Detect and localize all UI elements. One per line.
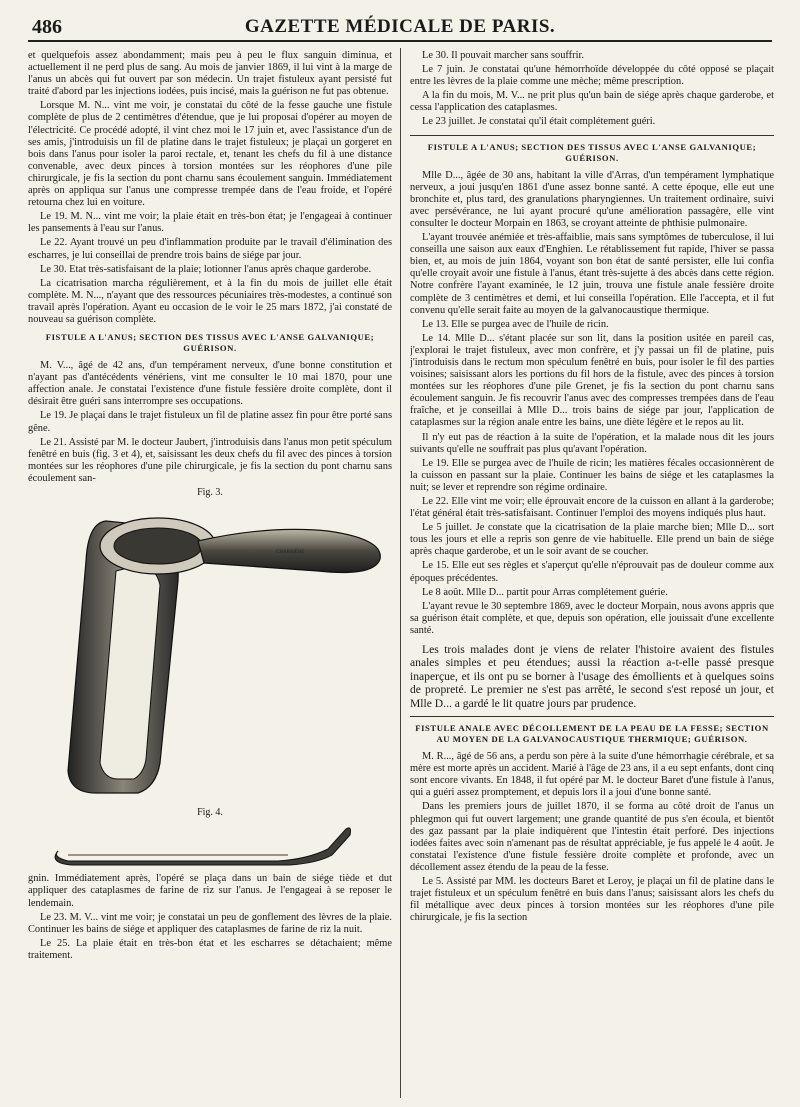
journal-title: GAZETTE MÉDICALE DE PARIS. [244,16,556,37]
paragraph: Le 8 août. Mlle D... partit pour Arras complétement guérie. [422,586,668,598]
speculum-side-illustration [28,821,392,867]
paragraph: Le 5. Assisté par MM. les docteurs Baret et Leroy, je plaçai un fil de platine dans le trajet fistuleux et un spéculum fenêtré en buis dans l'anus; saisissant alors les chefs du fil métallique avec deux pinces à torsion montées sur les réophores d'une pile chirurgicale, je fis la section [410,876,774,924]
figure-3-speculum [28,501,392,805]
paragraph: Le 23. M. V... vint me voir; je constatai un peu de gonflement des lèvres de la plaie. Continuer les bains de siége et appliquer des cataplasmes de farine de riz la nuit. [28,911,392,935]
paragraph: M. R..., âgé de 56 ans, a perdu son père à la suite d'une hémorrhagie cérébrale, et sa mère est morte après un accident. Marié à l'âge de 23 ans, il a eu sept enfants, dont cinq sont encore vivants. En 1848, il fut opéré par M. le docteur Baret d'une fistule à l'anus, qui a guéri assez promptement, et depuis lors il a joui d'une bonne santé. [410,751,774,799]
speculum-illustration [28,501,392,801]
paragraph: Le 25. La plaie était en très-bon état et les escharres se détachaient; même traitement. [28,937,392,961]
paragraph: Lorsque M. N... vint me voir, je constatai du côté de la fesse gauche une fistule complète de plus de 2 centimètres d'étendue, que je lui proposai d'opérer au moyen de l'électricité. Ce procédé adopté, il vint chez moi le 17 juin et, avec l'assistance d'un de ses amis, j'introduisis un fil de platine dans le trajet fistuleux; je plaçai un gorgeret en bois dans l'anus pour isoler la paroi rectale, et, tenant les chefs du fil à une distance convenable, avec deux pinces à torsion montées sur les réophores d'une pile chirurgicale, je fis la section du pont charnu sans écoulement sanguin. Immédiatement après on appliqua sur l'anus une compresse trempée dans de l'eau froide, et l'opéré retourna chez lui en voiture. [28,100,392,209]
maker-stamp: CHARRIÈRE [276,550,305,556]
paragraph: Mlle D..., âgée de 30 ans, habitant la ville d'Arras, d'un tempérament lymphatique nerveux, a joui jusqu'en 1861 d'une assez bonne santé. A cette époque, elle eut une bronchite et, plus tard, des granulations pharyngiennes. Un traitement ordinaire, suivi avec persévérance, ne lui ayant procuré qu'une amélioration passagère, elle vint consulter le docteur Morpain en 1863, se croyant atteinte de phthisie pulmonaire. [410,169,774,229]
figure-4-speculum-side [28,821,392,871]
right-column [410,50,774,1100]
section-heading: FISTULE A L'ANUS; SECTION DES TISSUS AVEC L'ANSE GALVANIQUE; GUÉRISON. [427,141,757,163]
paragraph: Le 22. Ayant trouvé un peu d'inflammation produite par le travail d'élimination des escharres, je lui conseillai de prendre trois bains de siége par jour. [28,237,392,261]
paragraph: Le 13. Elle se purgea avec de l'huile de ricin. [422,318,609,330]
section-heading: FISTULE ANALE AVEC DÉCOLLEMENT DE LA PEAU DE LA FESSE; SECTION AU MOYEN DE LA GALVANOCAUSTIQUE THERMIQUE; GUÉRISON. [415,723,769,745]
figure-caption: Fig. 4. [197,807,223,819]
paragraph: La cicatrisation marcha régulièrement, et à la fin du mois de juillet elle était complète. M. N..., n'ayant que des ressources pécuniaires très-modestes, a continué son travail après l'opération. Ayant eu occasion de le voir le 25 mars 1872, j'ai constaté de nouveau sa guérison complète. [28,277,392,325]
page-header [28,14,772,42]
paragraph: Le 22. Elle vint me voir; elle éprouvait encore de la cuisson en allant à la garderobe; l'état général était très-satisfaisant. Continuer l'emploi des moyens indiqués plus haut. [410,496,774,520]
paragraph: Il n'y eut pas de réaction à la suite de l'opération, et la malade nous dit les jours suivants qu'elle ne souffrait pas plus qu'avant l'opération. [410,431,774,455]
paragraph: Le 5 juillet. Je constate que la cicatrisation de la plaie marche bien; Mlle D... sort tous les jours et elle a repris son genre de vie habituelle. Elle prend un bain de siége après chaque garderobe, et un le soir avant de se coucher. [410,522,774,558]
paragraph: L'ayant trouvée anémiée et très-affaiblie, mais sans symptômes de tuberculose, il lui conseilla une saison aux eaux d'Enghien. Le rétablissement fut rapide, l'hiver se passa bien, et, au mois de juin 1864, voyant son bon état de santé persister, elle lui confia qu'elle croyait avoir une fistule à l'anus, étant très-sujette à des abcès dans cette région. Notre confrère l'ayant examinée, le 12 juin, trouva une fistule anale fessière droite complète de 3 centimètres et demi, et lui conseilla l'opération. Elle l'accepta, et il fut convenu qu'elle serait faite au moyen de la galvanocaustique thermique. [410,232,774,316]
page-number: 486 [32,16,62,38]
figure-caption: Fig. 3. [197,487,223,498]
paragraph: Le 19. M. N... vint me voir; la plaie était en très-bon état; je l'engageai à continuer les pansements à l'eau sur l'anus. [28,211,392,235]
column-divider [400,48,401,1098]
paragraph-summary: Les trois malades dont je viens de relater l'histoire avaient des fistules anales simples et peu étendues; aussi la réaction a-t-elle passé presque inaperçue, et ils ont pu se borner à l'usage des émollients et à quelques soins de propreté. Le premier ne s'est pas arrêté, le second s'est reposé un jour, et Mlle D... a gardé le lit quatre jours par prudence. [410,643,774,710]
paragraph: Le 15. Elle eut ses règles et s'aperçut qu'elle n'éprouvait pas de douleur comme aux époques précédentes. [410,560,774,584]
section-heading: FISTULE A L'ANUS; SECTION DES TISSUS AVEC L'ANSE GALVANIQUE; GUÉRISON. [45,332,375,354]
paragraph: Le 30. Il pouvait marcher sans souffrir. [422,50,584,61]
paragraph: gnin. Immédiatement après, l'opéré se plaça dans un bain de siége tiède et dut appliquer des cataplasmes de farine de riz sur l'anus. Je l'engageai à se reposer le lendemain. [28,873,392,909]
paragraph: A la fin du mois, M. V... ne prit plus qu'un bain de siége après chaque garderobe, et cessa l'application des cataplasmes. [410,90,774,114]
section-divider [410,135,774,136]
paragraph: Dans les premiers jours de juillet 1870, il se forma au côté droit de l'anus un phlegmon qui fut ouvert largement; une grande quantité de pus s'en écoula, et bientôt des gaz passant par la plaie indiquèrent que l'intestin était perforé. Des injections iodées faites avec soin n'amenant pas de résultat appréciable, je fus appelé le 4 août. Je constatai l'existence d'une fistule fessière droite complète et profonde, avec un décollement assez étendu de la peau de la fesse. [410,801,774,873]
paragraph: et quelquefois assez abondamment; mais peu à peu le flux sanguin diminua, et actuellement il ne perd plus de sang. Au mois de janvier 1869, il lui vint à la marge de l'anus un abcès qui fut ouvert par son médecin. Un trajet fistuleux ayant persisté fut traité d'abord par les injections iodées, puis incisé, mais la guérison ne fut pas obtenue. [28,50,392,98]
left-column [28,50,392,1100]
paragraph: Le 19. Je plaçai dans le trajet fistuleux un fil de platine assez fin pour être porté sans gêne. [28,410,392,434]
section-divider [410,716,774,717]
paragraph: M. V..., âgé de 42 ans, d'un tempérament nerveux, d'une bonne constitution et n'ayant pas d'antécédents vénériens, vint me consulter le 10 mai 1870, pour une affection anale. Je constatai l'existence d'une fistule fessière droite complète, dont il désirait être guéri sans interrompre ses occupations. [28,360,392,408]
paragraph: Le 7 juin. Je constatai qu'une hémorrhoïde développée du côté opposé se plaçait entre les lèvres de la plaie comme une mèche; même prescription. [410,64,774,88]
paragraph: L'ayant revue le 30 septembre 1869, avec le docteur Morpain, nous avons appris que sa guérison était complète, et que, depuis son opération, elle jouissait d'une excellente santé. [410,600,774,636]
paragraph: Le 23 juillet. Je constatai qu'il était complétement guéri. [422,116,656,128]
paragraph: Le 19. Elle se purgea avec de l'huile de ricin; les matières fécales occasionnèrent de la cuisson en passant sur la plaie. Continuer les bains de siége et les cataplasmes la nuit; se lever et reprendre son régime ordinaire. [410,457,774,493]
paragraph: Le 30. Etat très-satisfaisant de la plaie; lotionner l'anus après chaque garderobe. [40,263,372,275]
paragraph: Le 14. Mlle D... s'étant placée sur son lit, dans la position usitée en pareil cas, j'explorai le trajet fistuleux, avec mon confrère, et j'y passai un fil de platine, puis j'introduisis dans le rectum mon spéculum fenêtré en buis, pour isoler le fil des parties voisines; saisissant alors les portions du fil hors de la fistule, avec des pinces à torsion montées sur les réophores d'une pile Grenet, je fis la section du pont charnu sans écoulement sanguin. Je fis recouvrir l'anus avec des compresses trempées dans de l'eau fraîche, et je conseillai à Mlle D... trois bains de siége par jour, l'application de cataplasmes sur la région anale entre les bains, une diète légère et le repos au lit. [410,332,774,429]
paragraph: Le 21. Assisté par M. le docteur Jaubert, j'introduisis dans l'anus mon petit spéculum fenêtré en buis (fig. 3 et 4), et, saisissant les deux chefs du fil avec des pinces à torsion montées sur les réophores d'une pile chirurgicale, je fis la section du pont charnu sans écoulement san- [28,436,392,484]
